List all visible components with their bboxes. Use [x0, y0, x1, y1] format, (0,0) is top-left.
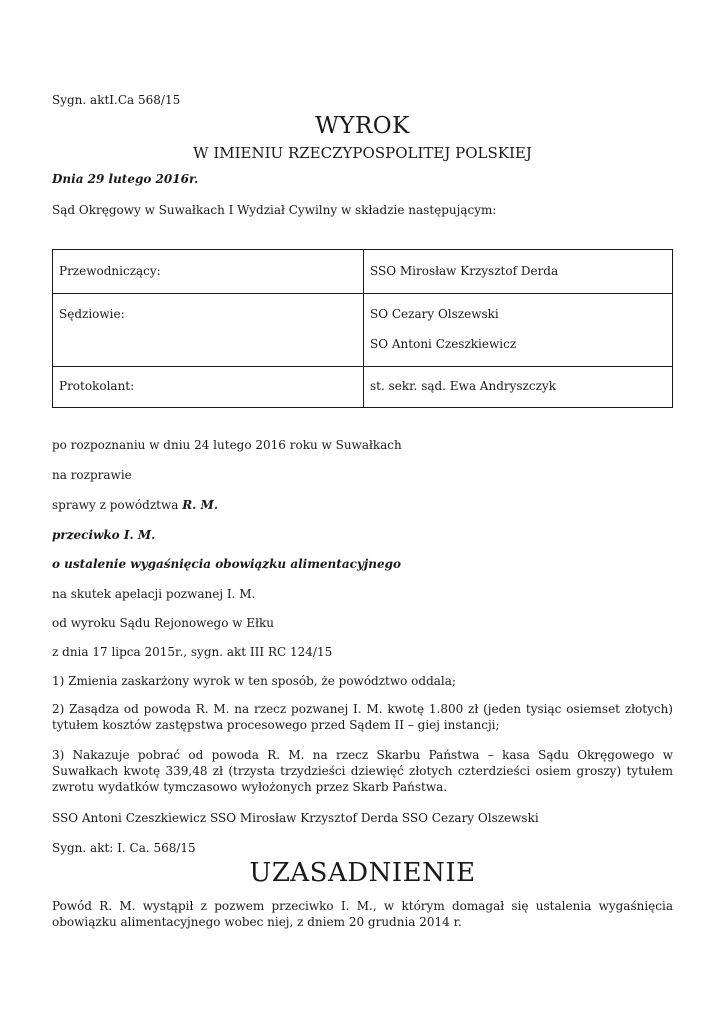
justification-title: UZASADNIENIE — [249, 858, 476, 888]
plaintiff-prefix: sprawy z powództwa — [52, 498, 183, 512]
hearing-type-paragraph: na rozprawie — [52, 468, 132, 482]
judges-value-cell — [364, 294, 673, 367]
judge-2: SO Antoni Czeszkiewicz — [370, 337, 517, 351]
table-row — [53, 294, 673, 367]
clerk-label-cell — [53, 367, 364, 408]
clerk-value: st. sekr. sąd. Ewa Andryszczyk — [370, 379, 556, 393]
case-signature: Sygn. aktI.Ca 568/15 — [52, 93, 181, 107]
ruling-item-3: 3) Nakazuje pobrać od powoda R. M. na rzecz Skarbu Państwa – kasa Sądu Okręgowego w Suwałkach kwotę 339,48 zł (trzysta trzydzieści dziewięć złotych czterdzieści osiem groszy) tytułem zwrotu wydatków tymczasowo wyłożonych przez Skarb Państwa. — [52, 748, 673, 794]
ruling-item-1: 1) Zmienia zaskarżony wyrok w ten sposób, że powództwo oddala; — [52, 674, 456, 688]
chair-label-cell — [53, 250, 364, 294]
subject-paragraph: o ustalenie wygaśnięcia obowiązku alimentacyjnego — [52, 557, 401, 571]
chair-label: Przewodniczący: — [59, 264, 161, 278]
hearing-date-paragraph: po rozpoznaniu w dniu 24 lutego 2016 roku w Suwałkach — [52, 438, 402, 452]
judgment-title: WYROK — [315, 113, 410, 139]
judges-label-cell — [53, 294, 364, 367]
table-row — [53, 367, 673, 408]
chair-value-cell — [364, 250, 673, 294]
judgment-subtitle: W IMIENIU RZECZYPOSPOLITEJ POLSKIEJ — [193, 144, 532, 162]
chair-value: SSO Mirosław Krzysztof Derda — [370, 264, 559, 278]
ruling-item-2: 2) Zasądza od powoda R. M. na rzecz pozwanej I. M. kwotę 1.800 zł (jeden tysiąc osiemset złotych) tytułem kosztów zastępstwa procesowego przed Sądem II – giej instancji; — [52, 702, 673, 732]
plaintiff-paragraph — [52, 497, 673, 513]
judgment-date: Dnia 29 lutego 2016r. — [52, 172, 199, 186]
clerk-value-cell — [364, 367, 673, 408]
justification-paragraph-1: Powód R. M. wystąpił z pozwem przeciwko I. M., w którym domagał się ustalenia wygaśnięcia obowiązku alimentacyjnego wobec niej, z dniem 20 grudnia 2014 r. — [52, 899, 673, 929]
judges-label: Sędziowie: — [59, 307, 125, 321]
defendant-paragraph: przeciwko I. M. — [52, 528, 156, 542]
plaintiff-name: R. M. — [182, 498, 218, 512]
judge-1: SO Cezary Olszewski — [370, 307, 499, 321]
court-composition-intro: Sąd Okręgowy w Suwałkach I Wydział Cywilny w składzie następującym: — [52, 203, 497, 217]
table-row — [53, 250, 673, 294]
appeal-paragraph: na skutek apelacji pozwanej I. M. — [52, 587, 256, 601]
clerk-label: Protokolant: — [59, 379, 135, 393]
judges-signatures: SSO Antoni Czeszkiewicz SSO Mirosław Krzysztof Derda SSO Cezary Olszewski — [52, 811, 539, 825]
lower-court-date-paragraph: z dnia 17 lipca 2015r., sygn. akt III RC 124/15 — [52, 645, 333, 659]
lower-court-paragraph: od wyroku Sądu Rejonowego w Ełku — [52, 616, 275, 630]
composition-table — [52, 249, 673, 408]
case-signature-2: Sygn. akt: I. Ca. 568/15 — [52, 841, 196, 855]
